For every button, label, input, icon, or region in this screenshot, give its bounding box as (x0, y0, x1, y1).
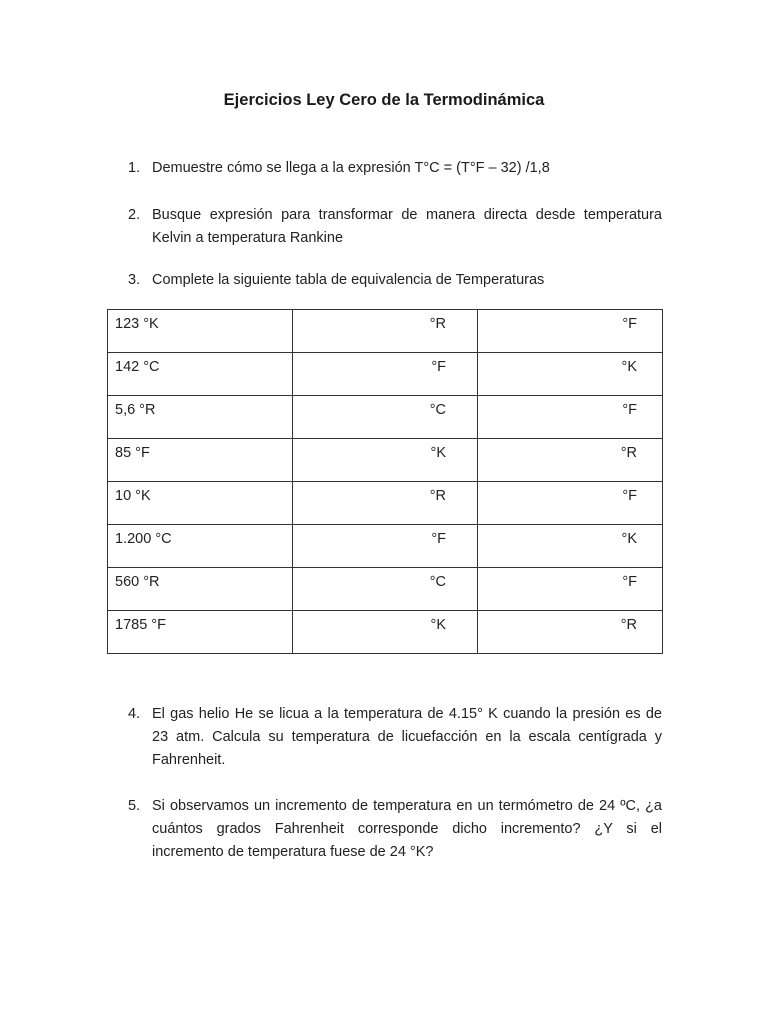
table-row (108, 439, 663, 482)
table-cell (293, 525, 478, 568)
table-cell (478, 439, 663, 482)
exercise-2 (128, 204, 662, 250)
exercise-number: 4. (128, 706, 141, 722)
table-cell (293, 568, 478, 611)
exercise-number: 5. (128, 798, 141, 814)
target-unit: °C (429, 574, 446, 590)
table-cell (293, 439, 478, 482)
table-row (108, 353, 663, 396)
exercise-text: incremento de temperatura fuese de 24 °K? (152, 844, 434, 860)
exercise-text: Busque expresión para transformar de manera directa desde temperatura (152, 207, 662, 223)
given-temperature: 1.200 °C (115, 531, 172, 547)
table-row (108, 568, 663, 611)
table-cell (108, 482, 293, 525)
target-unit: °R (429, 488, 446, 504)
given-temperature: 5,6 °R (115, 402, 156, 418)
given-temperature: 142 °C (115, 359, 160, 375)
target-unit: °K (430, 445, 446, 461)
target-unit: °F (622, 574, 637, 590)
table-cell (108, 568, 293, 611)
table-cell (478, 310, 663, 353)
given-temperature: 560 °R (115, 574, 160, 590)
table-cell (108, 525, 293, 568)
temperature-equivalence-table (107, 309, 663, 654)
exercise-number: 2. (128, 207, 141, 223)
table-row (108, 396, 663, 439)
table-row (108, 482, 663, 525)
exercise-number: 1. (128, 160, 141, 176)
table-cell (108, 310, 293, 353)
table-cell (108, 353, 293, 396)
target-unit: °K (621, 359, 637, 375)
given-temperature: 10 °K (115, 488, 151, 504)
target-unit: °F (431, 531, 446, 547)
target-unit: °F (622, 488, 637, 504)
exercise-text: Si observamos un incremento de temperatura en un termómetro de 24 ºC, ¿a (152, 798, 662, 814)
target-unit: °F (622, 402, 637, 418)
target-unit: °R (620, 617, 637, 633)
exercise-5 (128, 795, 662, 864)
table-cell (293, 611, 478, 654)
table-row (108, 611, 663, 654)
table-cell (478, 482, 663, 525)
exercise-text: cuántos grados Fahrenheit corresponde dicho incremento? ¿Y si el (152, 821, 662, 837)
exercise-text: 23 atm. Calcula su temperatura de licuefacción en la escala centígrada y (152, 729, 662, 745)
table-cell (108, 396, 293, 439)
table-cell (478, 568, 663, 611)
table-cell (478, 353, 663, 396)
exercise-number: 3. (128, 272, 141, 288)
table-cell (478, 611, 663, 654)
exercise-text: El gas helio He se licua a la temperatura de 4.15° K cuando la presión es de (152, 706, 662, 722)
target-unit: °R (429, 316, 446, 332)
target-unit: °R (620, 445, 637, 461)
document-title: Ejercicios Ley Cero de la Termodinámica (223, 91, 545, 109)
exercise-4 (128, 703, 662, 772)
table-cell (293, 396, 478, 439)
given-temperature: 85 °F (115, 445, 150, 461)
exercise-text: Demuestre cómo se llega a la expresión T°C = (T°F – 32) /1,8 (152, 160, 550, 176)
target-unit: °C (429, 402, 446, 418)
table-cell (293, 482, 478, 525)
table-cell (478, 396, 663, 439)
table-row (108, 525, 663, 568)
table-cell (108, 439, 293, 482)
table-cell (478, 525, 663, 568)
exercise-text: Fahrenheit. (152, 752, 226, 768)
given-temperature: 123 °K (115, 316, 159, 332)
exercise-3 (128, 269, 662, 292)
exercise-text: Kelvin a temperatura Rankine (152, 230, 344, 246)
target-unit: °K (621, 531, 637, 547)
target-unit: °F (431, 359, 446, 375)
table-cell (293, 310, 478, 353)
target-unit: °K (430, 617, 446, 633)
table-row (108, 310, 663, 353)
exercise-1 (128, 157, 662, 180)
target-unit: °F (622, 316, 637, 332)
given-temperature: 1785 °F (115, 617, 166, 633)
table-cell (108, 611, 293, 654)
exercise-text: Complete la siguiente tabla de equivalencia de Temperaturas (152, 272, 545, 288)
table-cell (293, 353, 478, 396)
